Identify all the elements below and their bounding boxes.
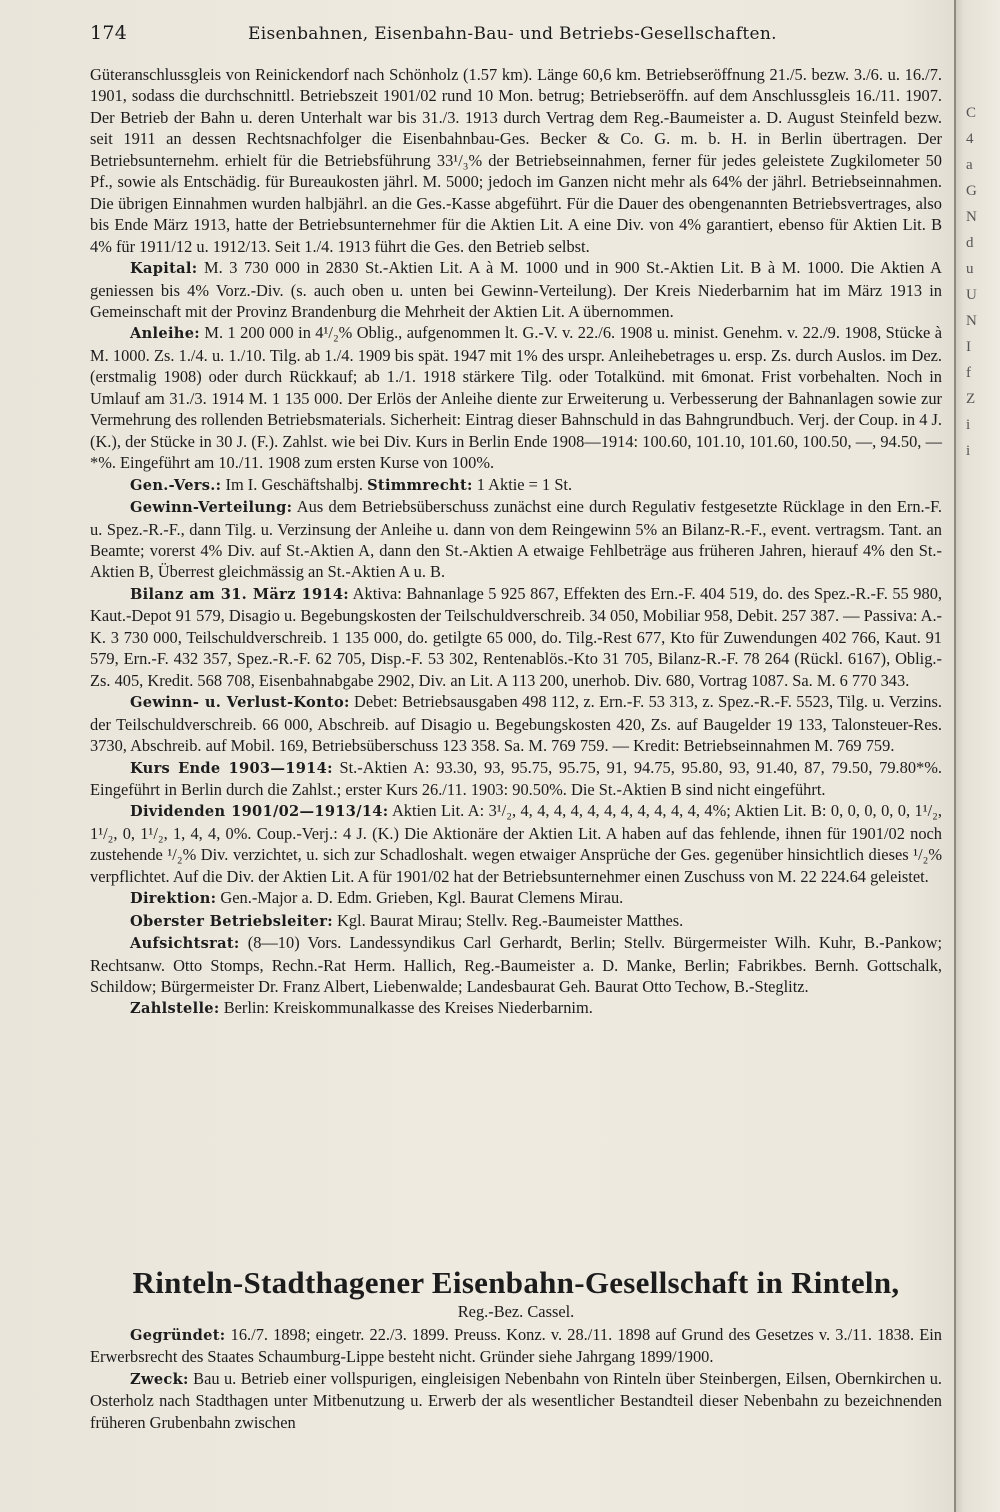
kurs-paragraph	[90, 757, 942, 801]
running-title: Eisenbahnen, Eisenbahn-Bau- und Betriebs-Gesellschaften.	[248, 24, 777, 44]
facing-page-letter: C	[966, 105, 977, 121]
anleihe-paragraph	[90, 322, 942, 473]
guv-text: Debet: Betriebsausgaben 498 112, z. Ern.-F. 53 313, z. Spez.-R.-F. 5523, Tilg. u. Verzins. der Teilschuldverschreib. 66 000, Abschreib. auf Disagio u. Begebungskosten 420, Zs. auf Baugelder 19 133, Talonsteuer-Res. 3730, Abschreib. auf Mobil. 169, Betriebsüberschuss 123 358. Sa. M. 769 759. — Kredit: Betriebseinnahmen M. 769 759.	[90, 692, 942, 756]
bilanz-label: Bilanz am 31. März 1914:	[130, 585, 349, 603]
stimmrecht-label: Stimmrecht:	[367, 476, 473, 494]
facing-page-letter: Z	[966, 391, 976, 407]
genvers-paragraph	[90, 474, 942, 496]
zahlstelle-label: Zahlstelle:	[130, 1000, 220, 1018]
kurs-label: Kurs Ende 1903—1914:	[130, 759, 333, 777]
stimmrecht-text: 1 Aktie = 1 St.	[476, 474, 573, 494]
dividenden-text: Aktien Lit. A: 3¹/₂, 4, 4, 4, 4, 4, 4, 4, 4, 4, 4, 4, 4%; Aktien Lit. B: 0, 0, 0, 0, 0, 1¹/₂, 1¹/₂, 0, 1¹/₂, 1, 4, 4, 0%. Coup.-Verj.: 4 J. (K.) Die Aktionäre der Aktien Lit. A haben auf das fehlende, ihnen für 1901/02 noch zustehende ¹/₂% Div. verzichtet, u. sich zur Schadloshalt. wegen etwaiger Ansprüche der Ges. gegenüber hinsichtlich dieses ¹/₂% verpflichtet. Auf die Div. der Aktien Lit. A für 1901/02 hat der Betriebsunternehmer einen Zuschuss von M. 22 224.64 geleistet.	[90, 801, 942, 886]
facing-page-letter: U	[966, 287, 977, 303]
kapital-paragraph	[90, 257, 942, 322]
gegruendet-text: 16./7. 1898; eingetr. 22./3. 1899. Preuss. Konz. v. 28./11. 1898 auf Grund des Gesetzes v. 3./11. 1838. Ein Erwerbsrecht des Staates Schaumburg-Lippe besteht nicht. Gründer siehe Jahrgang 1899/1900.	[90, 1325, 942, 1367]
entry-2-body	[90, 1324, 942, 1433]
aufsicht-text: (8—10) Vors. Landessyndikus Carl Gerhardt, Berlin; Stellv. Bürgermeister Wilh. Kuhr, B.-Pankow; Rechtsanw. Otto Stomps, Rechn.-Rat Herm. Hallich, Reg.-Baumeister a. D. Manke, Berlin; Fabrikbes. Bernh. Gottschalk, Schildow; Bürgermeister Dr. Franz Albert, Liebenwalde; Landesbaurat Geh. Baurat Otto Techow, B.-Steglitz.	[90, 933, 942, 997]
gegruendet-label: Gegründet:	[130, 1327, 226, 1344]
facing-page-letter: f	[966, 365, 971, 381]
facing-page-letter: G	[966, 183, 977, 199]
anleihe-label: Anleihe:	[130, 325, 200, 343]
kurs-text: St.-Aktien A: 93.30, 93, 95.75, 95.75, 91, 94.75, 95.80, 93, 91.40, 87, 79.50, 79.80*%. Eingeführt in Berlin durch die Zahlst.; erster Kurs 26./11. 1903: 90.50%. Die St.-Aktien B sind nicht eingeführt.	[90, 757, 942, 799]
facing-page-letter: d	[966, 235, 974, 251]
zahlstelle-paragraph	[90, 997, 942, 1019]
zweck-label: Zweck:	[130, 1370, 189, 1388]
facing-page-letters	[966, 100, 996, 464]
aufsicht-label: Aufsichtsrat:	[130, 935, 240, 953]
facing-page-letter: i	[966, 417, 971, 433]
direktion-paragraph	[90, 887, 942, 909]
facing-page-letter: a	[966, 157, 973, 173]
guv-label: Gewinn- u. Verlust-Konto:	[130, 694, 350, 712]
guv-paragraph	[90, 691, 942, 756]
section-subtitle: Reg.-Bez. Cassel.	[457, 1302, 575, 1321]
facing-page-letter: 4	[966, 131, 974, 147]
zahlstelle-text: Berlin: Kreiskommunalkasse des Kreises Niederbarnim.	[223, 998, 593, 1018]
gewinn-paragraph	[90, 496, 942, 583]
genvers-label: Gen.-Vers.:	[130, 476, 222, 494]
bilanz-paragraph	[90, 583, 942, 691]
facing-page-letter: u	[966, 261, 974, 277]
gewinn-text: Aus dem Betriebsüberschuss zunächst eine durch Regulativ festgesetzte Rücklage in den Ern.-F. u. Spez.-R.-F., dann Tilg. u. Verzinsung der Anleihe u. dann von dem Reingewinn 5% an Bilanz-R.-F., event. vertragsm. Tant. an Beamte; vorerst 4% Div. auf St.-Aktien A, dann den St.-Aktien A etwaige Fehlbeträge aus früheren Jahren, hierauf 4% den St.-Aktien B, Überrest gleichmässig an St.-Aktien A u. B.	[90, 497, 942, 582]
dividenden-label: Dividenden 1901/02—1913/14:	[130, 803, 389, 821]
zweck-paragraph	[90, 1368, 942, 1433]
bilanz-text: Aktiva: Bahnanlage 5 925 867, Effekten des Ern.-F. 404 519, do. des Spez.-R.-F. 55 980, Kaut.-Depot 91 579, Disagio u. Begebungskosten der Teilschuldverschreib. 34 050, Mobiliar 958, Debit. 257 387. — Passiva: A.-K. 3 730 000, Teilschuldverschreib. 1 135 000, do. getilgte 65 000, do. Tilg.-Rest 677, Kto für Zuwendungen 402 766, Kaut. 91 579, Ern.-F. 432 357, Spez.-R.-F. 62 705, Disp.-F. 53 302, Rentenablös.-Kto 31 705, Bilanz-R.-F. 78 264 (Rückl. 6167), Oblig.-Zs. 405, Kredit. 568 708, Eisenbahnabgabe 2902, Div. an Lit. A 113 200, unerhob. Div. 680, Vortrag 1087. Sa. M. 6 770 343.	[90, 583, 942, 690]
dividenden-paragraph	[90, 800, 942, 887]
kapital-label: Kapital:	[130, 260, 198, 278]
section-title: Rinteln-Stadthagener Eisenbahn-Gesellschaft in Rinteln,	[132, 1265, 900, 1300]
entry-1-body	[90, 64, 942, 1020]
gewinn-label: Gewinn-Verteilung:	[130, 499, 293, 517]
page-number: 174	[90, 22, 128, 44]
oberster-text: Kgl. Baurat Mirau; Stellv. Reg.-Baumeister Matthes.	[337, 910, 684, 930]
facing-page-letter: N	[966, 313, 977, 329]
page-header	[90, 22, 950, 50]
facing-page-letter: i	[966, 443, 971, 459]
facing-page-letter: N	[966, 209, 977, 225]
intro-paragraph: Güteranschlussgleis von Reinickendorf nach Schönholz (1.57 km). Länge 60,6 km. Betriebseröffnung 21./5. bezw. 3./6. u. 16./7. 1901, sodass die durchschnittl. Betriebszeit 1901/02 rund 10 Mon. betrug; Betriebseröffn. auf dem Anschlussgleis 16./11. 1907. Der Betrieb der Bahn u. deren Unterhalt war bis 31./3. 1913 durch Vertrag dem Reg.-Baumeister a. D. August Steinfeld bezw. seit 1911 an dessen Rechtsnachfolger die Eisenbahnbau-Ges. Becker & Co. G. m. b. H. in Berlin übertragen. Der Betriebsunternehm. erhielt für die Betriebsführung 33¹/₃% der Betriebseinnahmen, ferner für jedes geleistete Zugkilometer 50 Pf., sowie als Entschädig. für Bureaukosten jährl. M. 5000; jedoch im Ganzen nicht mehr als 64% der jährl. Betriebseinnahmen. Die übrigen Einnahmen wurden halbjährl. an die Ges.-Kasse abgeführt. Für die Dauer des obengenannten Betriebsvertrages, also bis Ende März 1913, hatte der Betriebsunternehmer für die Aktien Lit. A eine Div. von 4% garantiert, ebenso für Aktien Lit. B 4% für 1911/12 u. 1912/13. Seit 1./4. 1913 führt die Ges. den Betrieb selbst.	[90, 65, 942, 256]
direktion-text: Gen.-Major a. D. Edm. Grieben, Kgl. Baurat Clemens Mirau.	[220, 888, 624, 908]
genvers-text: Im I. Geschäftshalbj.	[225, 474, 363, 494]
kapital-text: M. 3 730 000 in 2830 St.-Aktien Lit. A à M. 1000 und in 900 St.-Aktien Lit. B à M. 1000. Die Aktien A geniessen bis 4% Vorz.-Div. (s. auch oben u. unten bei Gewinn-Verteilung). Der Kreis Niederbarnim hat im März 1913 in Gemeinschaft mit der Provinz Brandenburg die Mehrheit der Aktien Lit. A übernommen.	[90, 258, 942, 321]
direktion-label: Direktion:	[130, 890, 217, 908]
facing-page-letter: I	[966, 339, 971, 355]
anleihe-text: M. 1 200 000 in 4¹/₂% Oblig., aufgenommen lt. G.-V. v. 22./6. 1908 u. minist. Genehm. v. 22./9. 1908, Stücke à M. 1000. Zs. 1./4. u. 1./10. Tilg. ab 1./4. 1909 bis spät. 1947 mit 1% des urspr. Anleihebetrages u. ersp. Zs. durch Auslos. im Dez. (erstmalig 1908) oder durch Rückkauf; ab 1./1. 1918 stärkere Tilg. oder Totalkünd. mit 6monat. Frist vorbehalten. Noch in Umlauf am 31./3. 1914 M. 1 135 000. Der Erlös der Anleihe diente zur Erweiterung u. Verbesserung der Bahnanlagen sowie zur Vermehrung des rollenden Betriebsmaterials. Sicherheit: Eintrag dieser Bahnschuld in das Bahngrundbuch. Verj. der Coup. in 4 J. (K.), der Stücke in 30 J. (F.). Zahlst. wie bei Div. Kurs in Berlin Ende 1908—1914: 100.60, 101.10, 101.60, 100.50, —, 94.50, —*%. Eingeführt am 10./11. 1908 zum ersten Kurse von 100%.	[90, 323, 942, 473]
zweck-text: Bau u. Betrieb einer vollspurigen, eingleisigen Nebenbahn von Rinteln über Steinbergen, Eilsen, Obernkirchen u. Osterholz nach Stadthagen unter Mitbenutzung u. Erwerb der als wesentlicher Bestandteil dieser Nebenbahn zu bezeichnenden früheren Grubenbahn zwischen	[90, 1368, 942, 1432]
aufsicht-paragraph	[90, 932, 942, 997]
oberster-paragraph	[90, 910, 942, 932]
gegruendet-paragraph	[90, 1324, 942, 1368]
oberster-label: Oberster Betriebsleiter:	[130, 912, 333, 930]
